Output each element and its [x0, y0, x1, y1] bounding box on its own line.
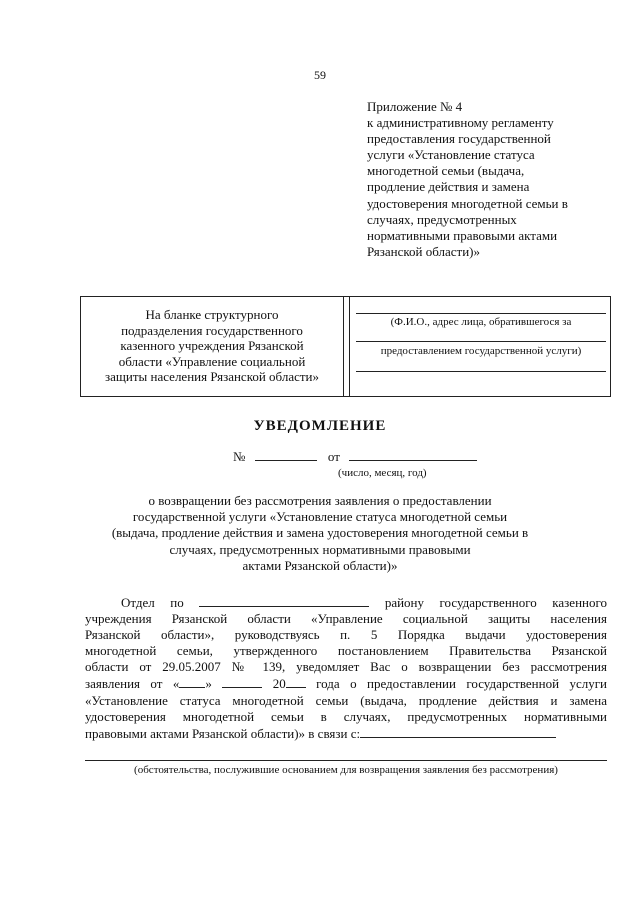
- body-line-date: [85, 675, 607, 692]
- reason-label: правовыми актами Рязанской области)» в связи с:: [85, 725, 361, 741]
- number-field[interactable]: [255, 448, 317, 461]
- appendix-line: многодетной семьи (выдача,: [367, 163, 525, 179]
- letterhead-line: области «Управление социальной: [118, 353, 306, 369]
- body-line-1: [85, 594, 607, 611]
- recipient-extra-line[interactable]: [356, 371, 606, 372]
- body-line: многодетной семьи, утвержденного постановлением Правительства Рязанской: [85, 643, 607, 659]
- body-line-reason: [85, 725, 607, 742]
- application-month-field[interactable]: [222, 675, 262, 688]
- application-quote-close: »: [205, 676, 212, 692]
- body-line: учреждения Рязанской области «Управление социальной защиты населения: [85, 611, 607, 627]
- body-line: удостоверения многодетной семьи в случаях, предусмотренных нормативными: [85, 708, 607, 724]
- date-label: от: [327, 449, 340, 464]
- appendix-line: нормативными правовыми актами: [367, 227, 558, 243]
- appendix-line: случаях, предусмотренных: [367, 211, 517, 227]
- reason-extra-line[interactable]: [85, 760, 607, 761]
- appendix-line: Рязанской области)»: [367, 243, 480, 259]
- application-date-label: заявления от «: [85, 676, 180, 692]
- subject-line: государственной услуги «Установление статуса многодетной семьи: [132, 509, 508, 525]
- page-number: 59: [314, 68, 326, 82]
- number-label: №: [233, 449, 246, 464]
- letterhead-line: На бланке структурного: [145, 307, 279, 322]
- recipient-fields: [349, 297, 612, 396]
- body-line: «Установление статуса многодетной семьи (выдача, продление действия и замена: [85, 692, 607, 708]
- appendix-line: услуги «Установление статуса: [367, 147, 535, 163]
- appendix-line: удостоверения многодетной семьи в: [367, 195, 568, 211]
- application-year-field[interactable]: [286, 675, 306, 688]
- date-field[interactable]: [349, 448, 477, 461]
- reason-field[interactable]: [360, 725, 556, 738]
- number-date-line: [233, 448, 477, 465]
- letterhead-placeholder: [81, 297, 344, 396]
- header-box: [80, 296, 611, 397]
- subject-line: случаях, предусмотренных нормативными правовыми: [169, 541, 471, 557]
- appendix-header: [367, 99, 617, 260]
- recipient-caption-1: (Ф.И.О., адрес лица, обратившегося за: [390, 316, 572, 328]
- notice-body: [85, 594, 607, 742]
- body-line: Рязанской области», руководствуясь п. 5 Порядка выдачи удостоверения: [85, 627, 607, 643]
- appendix-line: предоставления государственной: [367, 131, 551, 147]
- reason-caption: (обстоятельства, послужившие основанием для возвращения заявления без рассмотрения): [134, 764, 558, 776]
- application-year-prefix: 20: [272, 676, 286, 692]
- letterhead-line: защиты населения Рязанской области»: [104, 369, 320, 385]
- subject-line: актами Рязанской области)»: [242, 557, 398, 573]
- body-dept-tail: району государственного казенного: [384, 595, 607, 610]
- recipient-address-line[interactable]: [356, 341, 606, 342]
- application-date-tail: года о предоставлении государственной услуги: [316, 676, 607, 692]
- letterhead-line: казенного учреждения Рязанской: [120, 338, 304, 354]
- district-field[interactable]: [199, 594, 369, 607]
- application-day-field[interactable]: [179, 675, 205, 688]
- subject-line: (выдача, продление действия и замена удостоверения многодетной семьи в: [111, 525, 529, 541]
- subject-line: о возвращении без рассмотрения заявления о предоставлении: [148, 493, 492, 508]
- recipient-name-line[interactable]: [356, 313, 606, 314]
- recipient-caption-2: предоставлением государственной услуги): [380, 345, 582, 357]
- body-line: области от 29.05.2007 № 139, уведомляет Вас о возвращении без рассмотрения: [85, 659, 607, 675]
- document-title: УВЕДОМЛЕНИЕ: [253, 418, 387, 434]
- body-dept-label: Отдел по: [121, 595, 184, 610]
- date-caption: (число, месяц, год): [338, 467, 427, 479]
- letterhead-line: подразделения государственного: [121, 322, 303, 338]
- appendix-line: Приложение № 4: [367, 99, 463, 114]
- appendix-line: к административному регламенту: [367, 115, 554, 131]
- appendix-line: продление действия и замена: [367, 179, 530, 195]
- notice-subject: [0, 493, 640, 574]
